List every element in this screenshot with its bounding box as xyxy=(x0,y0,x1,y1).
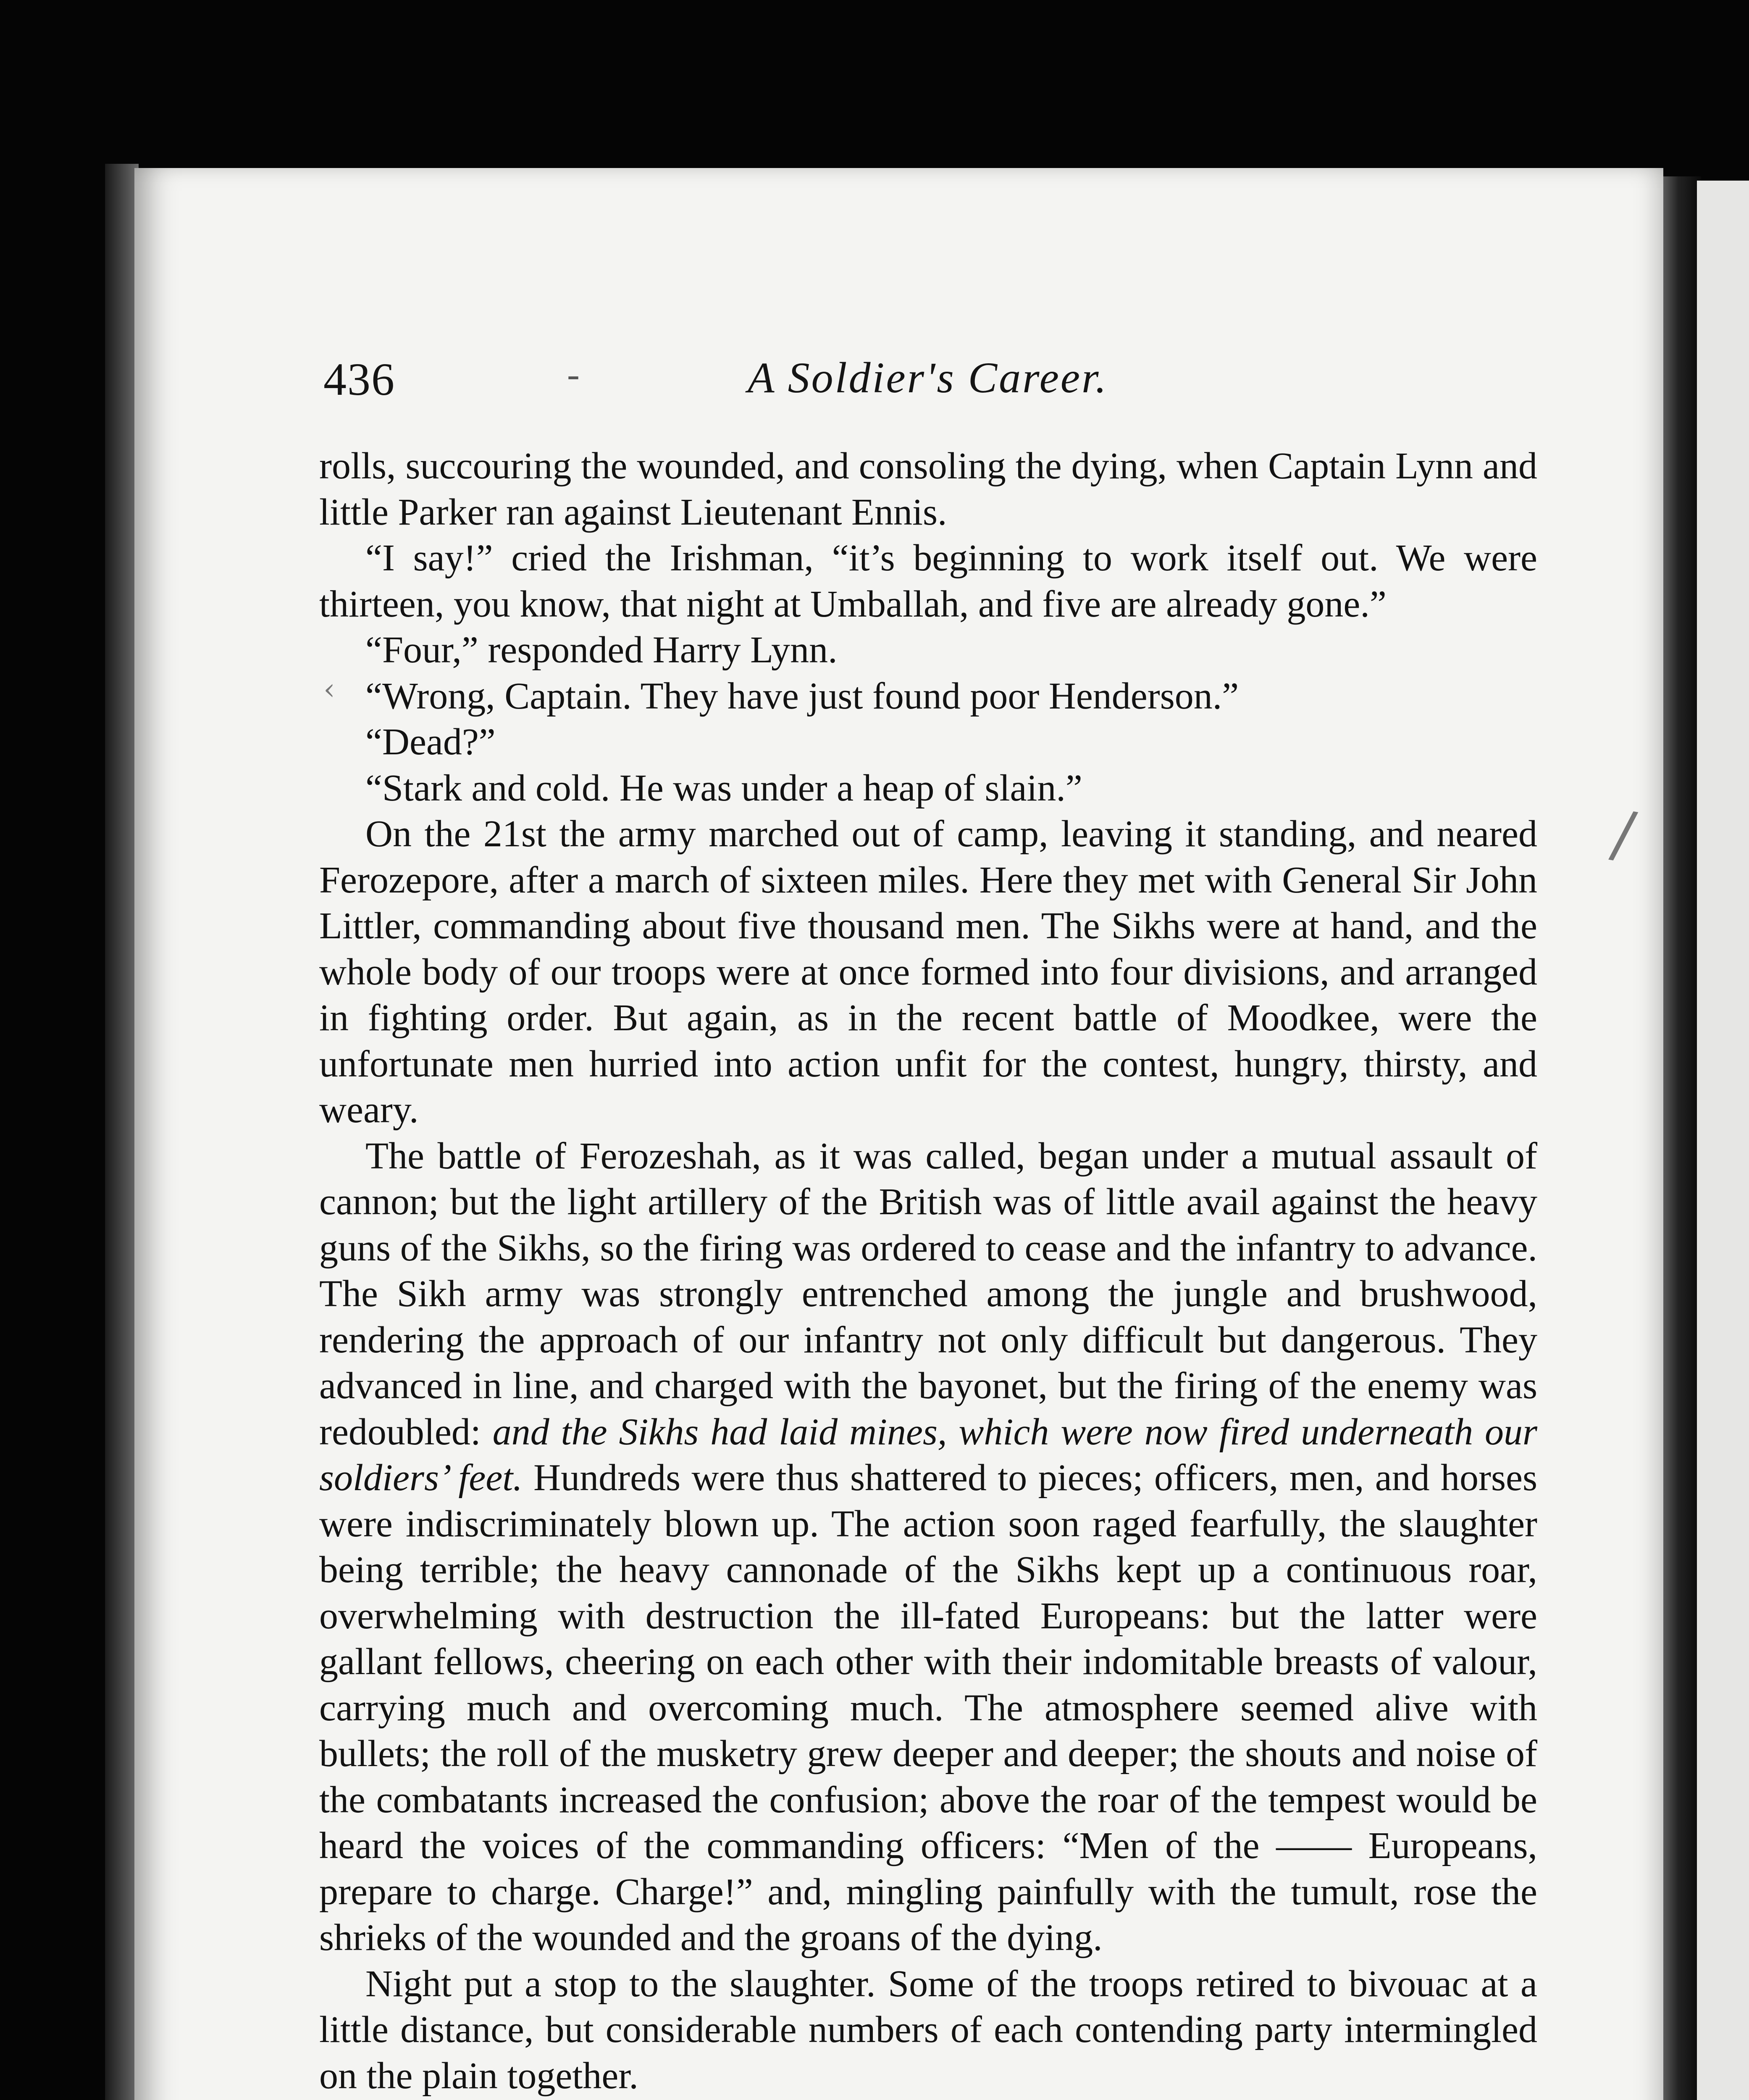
paragraph: “Stark and cold. He was under a heap of slain.” xyxy=(365,767,1082,809)
running-title: A Soldier's Career. xyxy=(748,354,1108,402)
paragraph: “Four,” responded Harry Lynn. xyxy=(365,629,838,671)
pencil-mark-icon: ‹ xyxy=(323,672,335,706)
page-body-text xyxy=(319,443,1537,2100)
paragraph: Night put a stop to the slaughter. Some of the troops retired to bivouac at a little distance, but considerable numbers of each contending party intermingled on the plain together. xyxy=(319,1963,1537,2097)
paragraph-text: The battle of Ferozeshah, as it was called, began under a mutual assault of cannon; but the light artillery of the British was of little avail against the heavy guns of the Sikhs, so the firing was ordered to cease and the infantry to advance. The Sikh army was strongly entrenched among the jungle and brushwood, rendering the approach of our infantry not only difficult but dangerous. They advanced in line, and charged with the bayonet, but the firing of the enemy was redoubled: xyxy=(319,1135,1537,1453)
paragraph: “I say!” cried the Irishman, “it’s beginning to work itself out. We were thirteen, you know, that night at Umballah, and five are already gone.” xyxy=(319,537,1537,625)
paragraph xyxy=(319,1133,1537,1961)
paragraph: “Dead?” xyxy=(365,721,496,763)
pencil-stroke-icon: / xyxy=(1607,796,1641,873)
italic-emphasis: and the Sikhs had laid mines, which were now fired underneath our soldiers’ feet. xyxy=(319,1411,1537,1499)
paragraph-text: Hundreds were thus shattered to pieces; officers, men, and horses were indiscriminately blown up. The action soon raged fearfully, the slaughter being terrible; the heavy cannonade of the Sikhs kept up a continuous roar, overwhelming with destruction the ill-fated Europeans: but the latter were gallant fellows, cheering on each other with their indomitable breasts of valour, carrying much and overcoming much. The atmosphere seemed alive with bullets; the roll of the musketry grew deeper and deeper; the shouts and noise of the combatants increased the confusion; above the roar of the tempest would be heard the voices of the commanding officers: “Men of the —— Europeans, prepare to charge. Charge!” and, mingling painfully with the tumult, rose the shrieks of the wounded and the groans of the dying. xyxy=(319,1457,1537,1958)
paragraph: On the 21st the army marched out of camp, leaving it standing, and neared Ferozepore, after a march of sixteen miles. Here they met with General Sir John Littler, commanding about five thousand men. The Sikhs were at hand, and the whole body of our troops were at once formed into four divisions, and arranged in fighting order. But again, as in the recent battle of Moodkee, were the unfortunate men hurried into action unfit for the contest, hungry, thirsty, and weary. xyxy=(319,813,1537,1131)
header-separator: - xyxy=(567,354,580,395)
next-page-edge xyxy=(1697,181,1749,2100)
paragraph: “Wrong, Captain. They have just found poor Henderson.” xyxy=(365,675,1239,717)
page-number: 436 xyxy=(323,354,395,405)
page-gutter xyxy=(1663,176,1701,2100)
page-edge-left xyxy=(105,164,139,2100)
paragraph: rolls, succouring the wounded, and consoling the dying, when Captain Lynn and little Parker ran against Lieutenant Ennis. xyxy=(319,445,1537,533)
page-header xyxy=(323,353,1542,416)
